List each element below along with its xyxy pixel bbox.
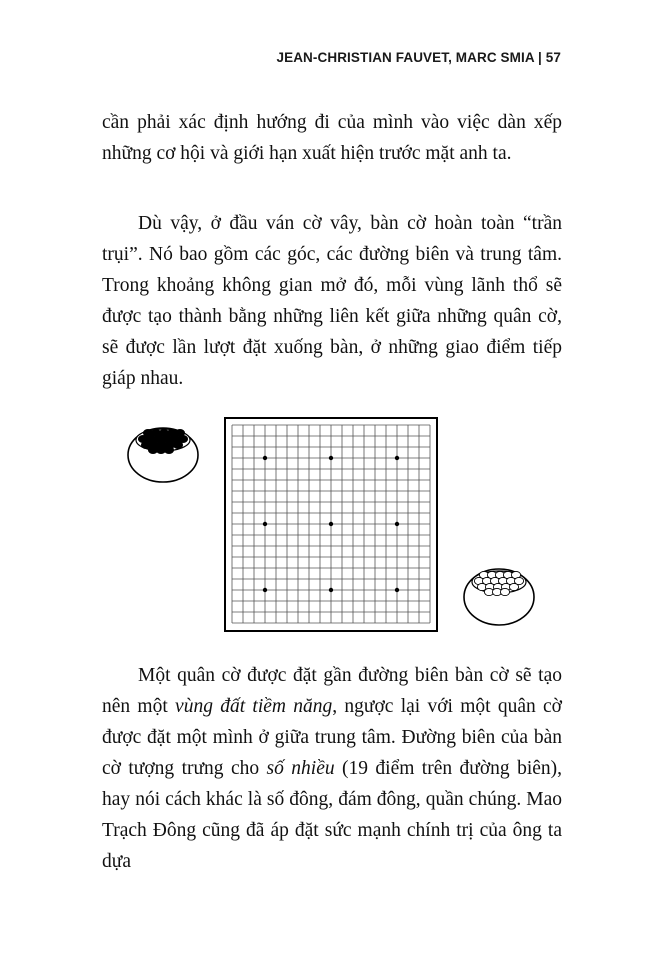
star-point xyxy=(395,456,399,460)
paragraph-2-text: Dù vậy, ở đầu ván cờ vây, bàn cờ hoàn toàn “trần trụi”. Nó bao gồm các góc, các đường biên và trung tâm. Trong khoảng không gian mở đó, mỗi vùng lãnh thổ sẽ được tạo thành bằng những liên kết giữa những quân cờ, sẽ được lần lượt đặt xuống bàn, ở những giao điểm tiếp giáp nhau. xyxy=(102,213,562,389)
white-stones-bowl xyxy=(464,569,534,625)
star-point xyxy=(263,522,267,526)
go-board xyxy=(225,418,437,631)
running-head: JEAN-CHRISTIAN FAUVET, MARC SMIA | 57 xyxy=(276,50,561,65)
italic-term-2: số nhiều xyxy=(266,758,335,779)
star-point xyxy=(263,456,267,460)
paragraph-3-text-c: (19 điểm trên đường biên), hay nói cách khác là số đông, đám đông, quần chúng. Mao Trạch Đông cũng đã áp đặt sức mạnh chính trị của ông ta dựa xyxy=(102,758,563,872)
paragraph-3-text-b: , ngược lại với một quân cờ được đặt một mình ở giữa trung tâm. Đường biên của bàn cờ tượng trưng cho xyxy=(102,696,562,779)
white-stone xyxy=(509,583,518,590)
go-board-illustration xyxy=(120,410,550,642)
star-point xyxy=(395,588,399,592)
black-stone xyxy=(173,441,182,448)
paragraph-1: cần phải xác định hướng đi của mình vào việc dàn xếp những cơ hội và giới hạn xuất hiện trước mặt anh ta. xyxy=(102,112,562,164)
black-stones-bowl xyxy=(128,428,198,482)
black-stone xyxy=(164,446,173,453)
paragraph-3-text-a: Một quân cờ được đặt gần đường biên bàn cờ sẽ tạo nên một xyxy=(102,665,562,717)
paragraph-3 xyxy=(102,660,562,877)
star-point xyxy=(329,588,333,592)
star-point xyxy=(329,522,333,526)
white-stone xyxy=(500,588,509,595)
star-point xyxy=(263,588,267,592)
italic-term-1: vùng đất tiềm năng xyxy=(175,696,333,717)
paragraph-2 xyxy=(102,208,562,394)
star-point xyxy=(395,522,399,526)
star-point xyxy=(329,456,333,460)
